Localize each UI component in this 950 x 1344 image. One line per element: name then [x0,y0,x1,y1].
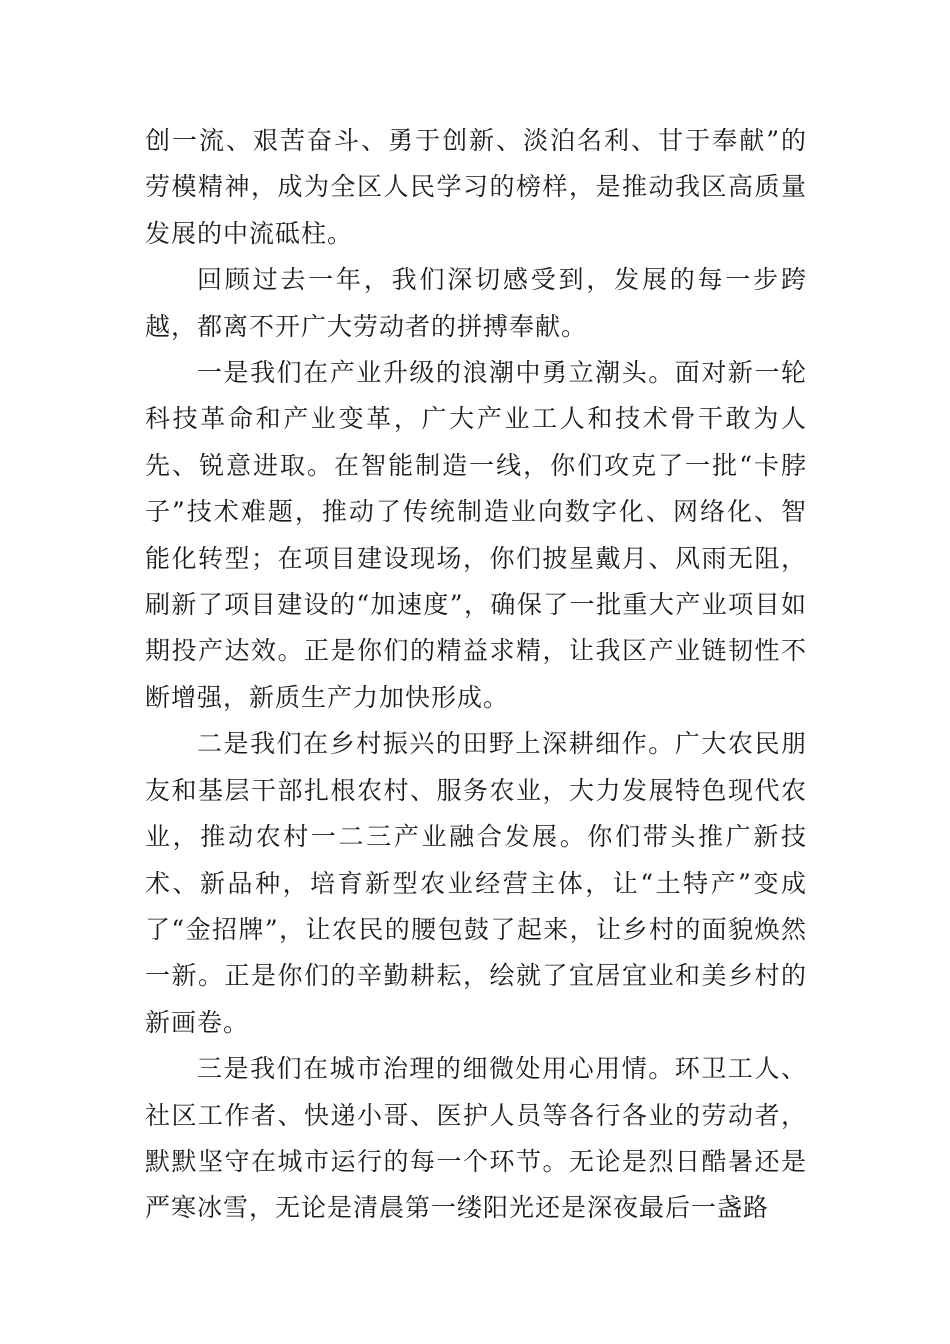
paragraph-review: 回顾过去一年，我们深切感受到，发展的每一步跨越，都离不开广大劳动者的拼搏奉献。 [145,265,807,341]
document-body [145,118,807,1232]
paragraph-continuation: 创一流、艰苦奋斗、勇于创新、淡泊名利、甘于奉献”的劳模精神，成为全区人民学习的榜样，是推动我区高质量发展的中流砥柱。 [145,126,807,248]
paragraph-city: 三是我们在城市治理的细微处用心用情。环卫工人、社区工作者、快递小哥、医护人员等各行各业的劳动者，默默坚守在城市运行的每一个环节。无论是烈日酷暑还是严寒冰雪，无论是清晨第一缕阳光还是深夜最后一盏路 [145,1054,807,1223]
paragraph-industry: 一是我们在产业升级的浪潮中勇立潮头。面对新一轮科技革命和产业变革，广大产业工人和技术骨干敢为人先、锐意进取。在智能制造一线，你们攻克了一批“卡脖子”技术难题，推动了传统制造业向数字化、网络化、智能化转型；在项目建设现场，你们披星戴月、风雨无阻，刷新了项目建设的“加速度”，确保了一批重大产业项目如期投产达效。正是你们的精益求精，让我区产业链韧性不断增强，新质生产力加快形成。 [145,358,807,712]
paragraph-rural: 二是我们在乡村振兴的田野上深耕细作。广大农民朋友和基层干部扎根农村、服务农业，大力发展特色现代农业，推动农村一二三产业融合发展。你们带头推广新技术、新品种，培育新型农业经营主体，让“土特产”变成了“金招牌”，让农民的腰包鼓了起来，让乡村的面貌焕然一新。正是你们的辛勤耕耘，绘就了宜居宜业和美乡村的新画卷。 [145,729,807,1037]
